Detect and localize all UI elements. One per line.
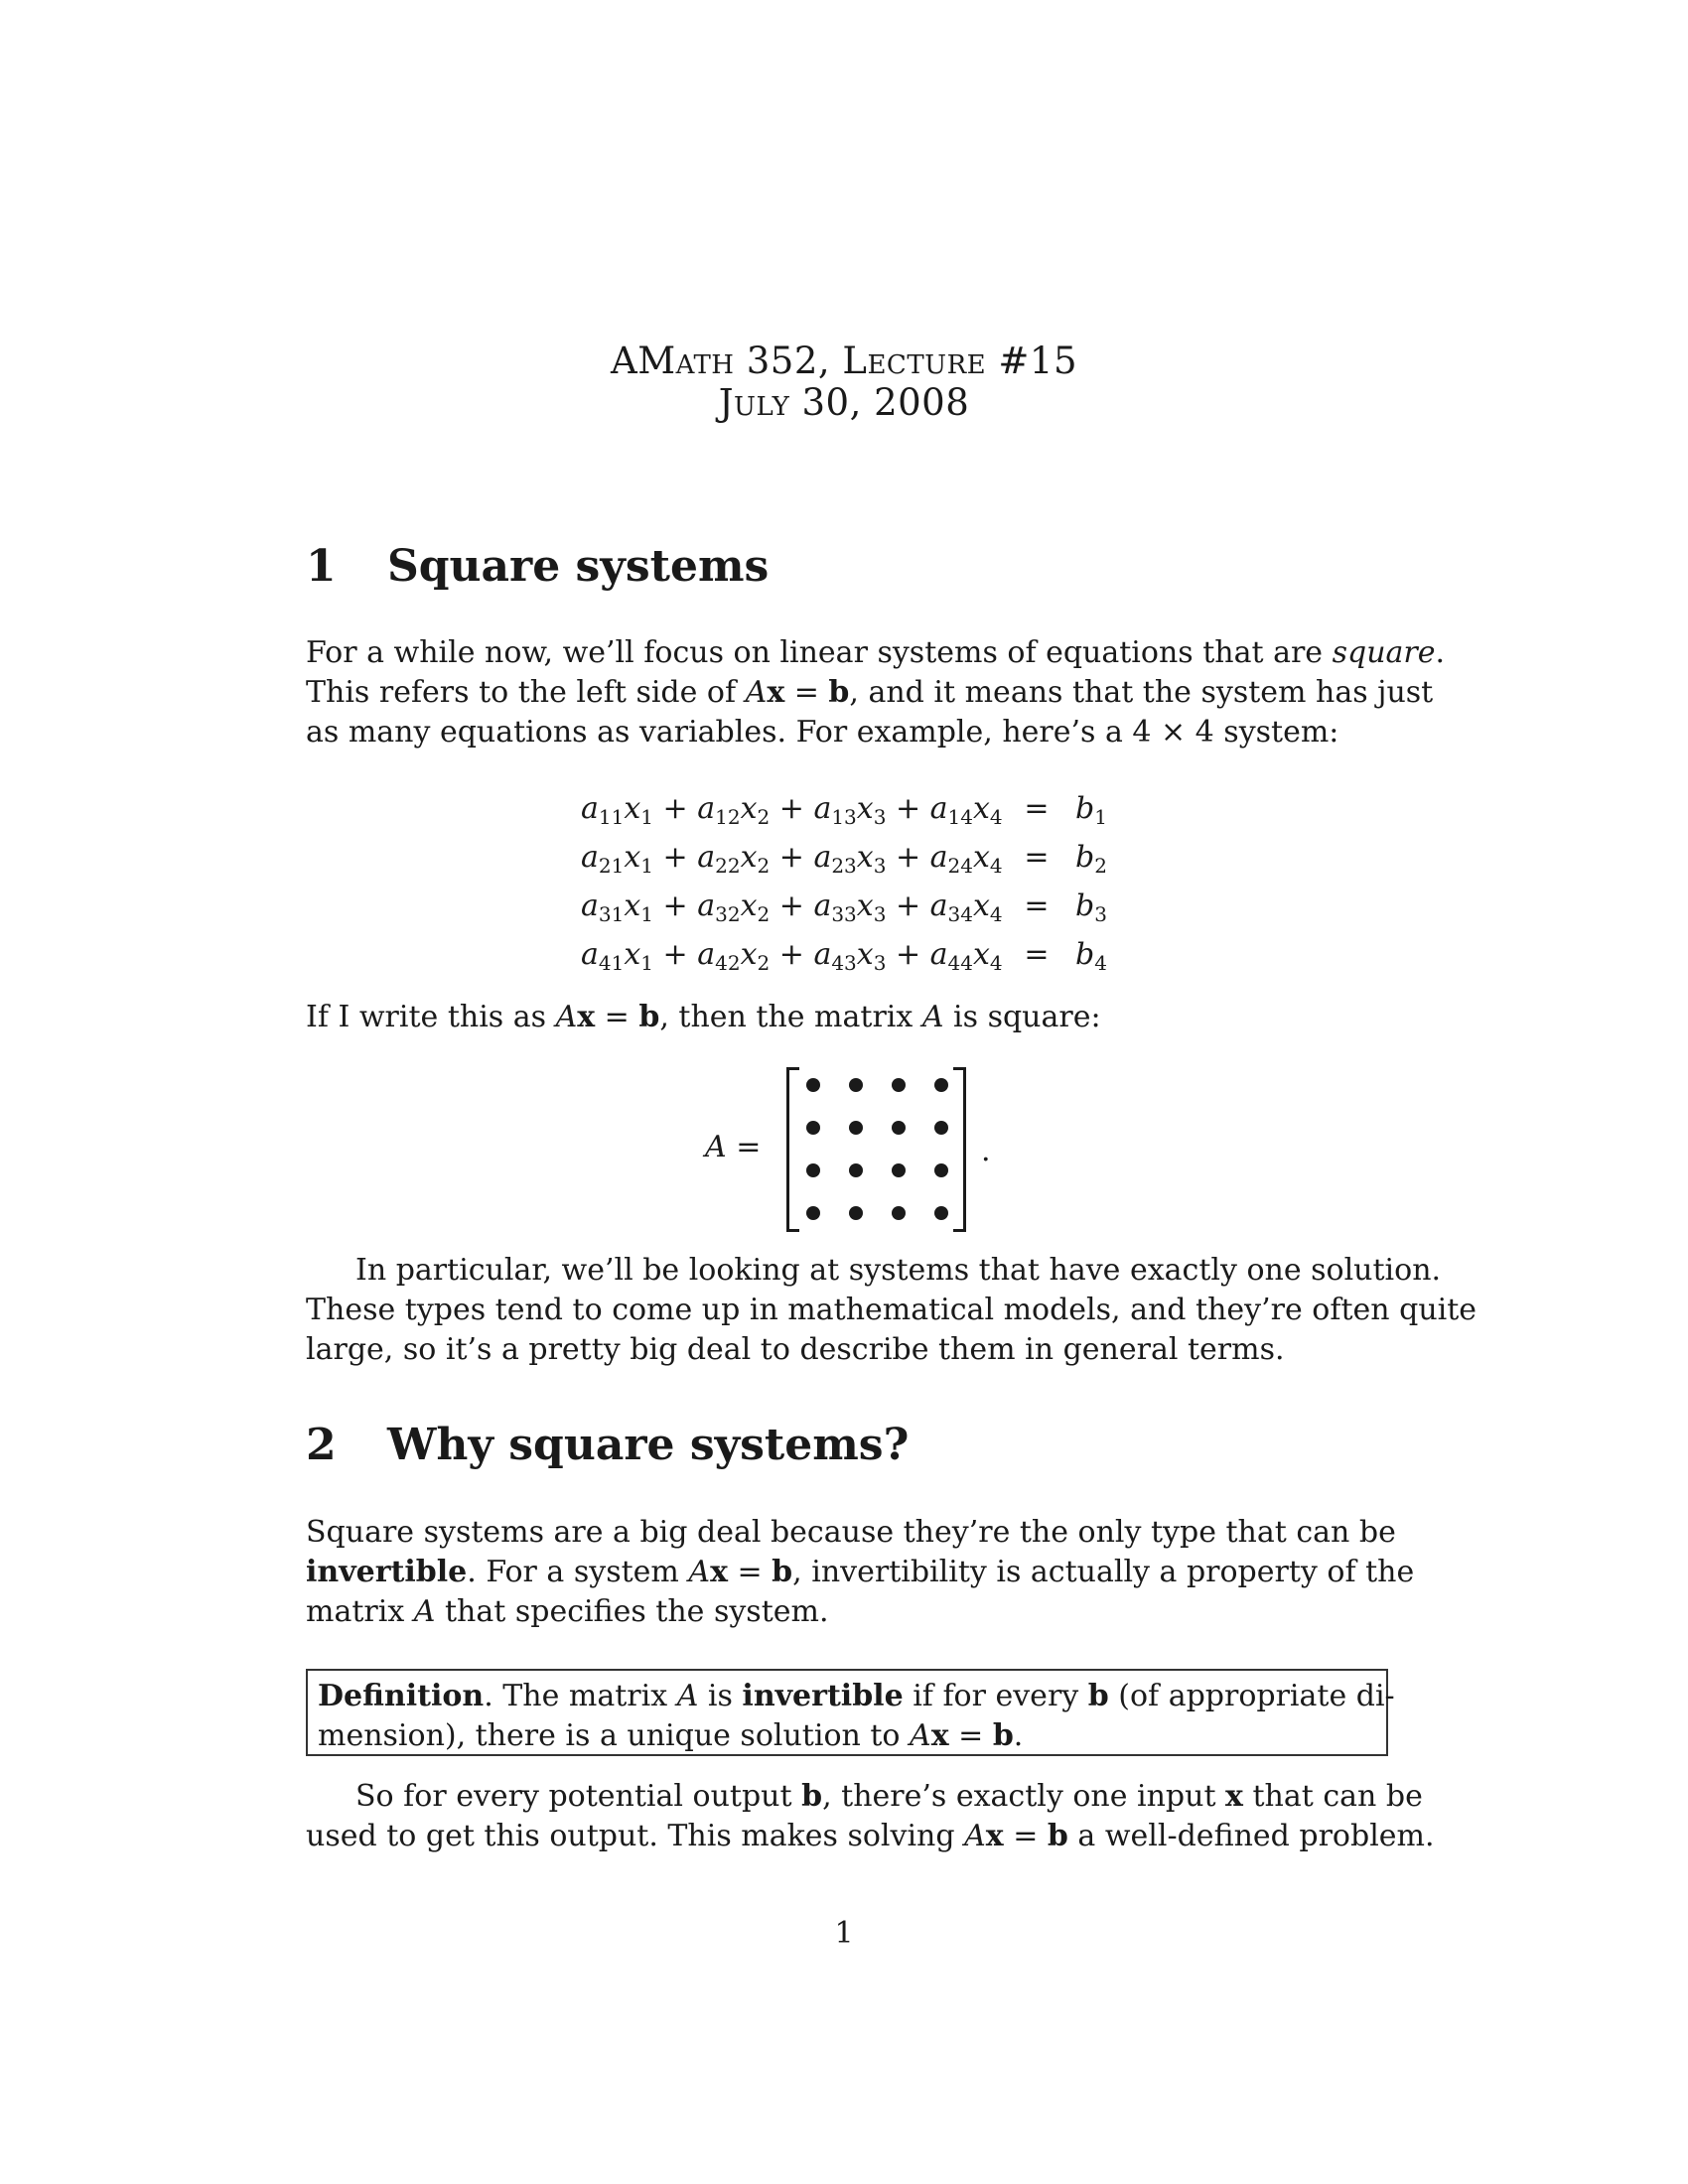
section-heading-2 — [306, 1420, 909, 1470]
right-bracket — [953, 1067, 966, 1232]
paragraph-why-square — [306, 1513, 1415, 1632]
matrix-entry-dot — [892, 1206, 906, 1220]
matrix-entry-dot — [806, 1206, 820, 1220]
equation-rhs: $b_2$ — [1075, 840, 1107, 878]
equals-sign: = — [1024, 888, 1050, 923]
left-bracket — [786, 1067, 799, 1232]
text-line: large, so it’s a pretty big deal to describe them in general terms. — [306, 1332, 1285, 1367]
equation-lhs: $a_{11}x_1 + a_{12}x_2 + a_{13}x_3 + a_{14}x_4$ — [581, 791, 1003, 829]
matrix-entry-dot — [849, 1121, 863, 1135]
equation-lhs: $a_{41}x_1 + a_{42}x_2 + a_{43}x_3 + a_{44}x_4$ — [581, 937, 1003, 975]
matrix-entry-dot — [934, 1206, 948, 1220]
matrix-entry-dot — [806, 1163, 820, 1177]
equation-row — [581, 833, 1107, 882]
matrix-period: . — [981, 1134, 991, 1168]
matrix-entry-dot — [892, 1163, 906, 1177]
equation-rhs: $b_4$ — [1075, 937, 1107, 975]
text-line: matrix A that specifies the system. — [306, 1594, 829, 1629]
text-line: If I write this as Ax = b, then the matrix A is square: — [306, 1000, 1101, 1034]
text-line: These types tend to come up in mathematical models, and they’re often quite — [306, 1293, 1477, 1327]
definition-label: Definition — [318, 1679, 485, 1713]
section-title: Square systems — [387, 541, 770, 592]
matrix-entry-dot — [849, 1206, 863, 1220]
page-number: 1 — [834, 1916, 854, 1951]
matrix-entries — [804, 1072, 953, 1221]
title-date: July 30, 2008 — [718, 381, 970, 424]
equals-sign: = — [1024, 840, 1050, 875]
text-line: invertible. For a system Ax = b, invertibility is actually a property of the — [306, 1555, 1415, 1589]
equation-lhs: $a_{21}x_1 + a_{22}x_2 + a_{23}x_3 + a_{24}x_4$ — [581, 840, 1003, 878]
text-line: This refers to the left side of Ax = b, and it means that the system has just — [306, 675, 1434, 710]
section-heading-1 — [306, 541, 769, 592]
matrix-entry-dot — [892, 1078, 906, 1092]
equation-system — [581, 784, 1107, 979]
text-line: So for every potential output b, there’s exactly one input x that can be — [355, 1779, 1423, 1814]
paragraph-intro — [306, 633, 1446, 752]
matrix-entry-dot — [849, 1078, 863, 1092]
text-line: used to get this output. This makes solving Ax = b a well-defined problem. — [306, 1819, 1435, 1853]
text-line: For a while now, we’ll focus on linear systems of equations that are square. — [306, 635, 1446, 670]
matrix-entry-dot — [849, 1163, 863, 1177]
text-line: mension), there is a unique solution to Ax = b. — [318, 1718, 1024, 1753]
definition-box — [306, 1669, 1395, 1756]
matrix-entry-dot — [806, 1078, 820, 1092]
title-block — [0, 341, 1688, 424]
title-course-lecture: AMath 352, Lecture #15 — [611, 340, 1077, 382]
text-line: Definition. The matrix A is invertible if for every b (of appropriate di- — [318, 1679, 1395, 1713]
text-line: In particular, we’ll be looking at systems that have exactly one solution. — [355, 1253, 1442, 1288]
matrix-entry-dot — [934, 1078, 948, 1092]
equation-rhs: $b_1$ — [1075, 791, 1107, 829]
section-title: Why square systems? — [387, 1420, 910, 1470]
section-number: 2 — [306, 1420, 337, 1470]
equals-sign: = — [1024, 791, 1050, 826]
matrix-entry-dot — [934, 1121, 948, 1135]
paragraph-matrix-intro — [306, 998, 1382, 1037]
paragraph-well-defined — [306, 1777, 1435, 1856]
equation-row — [581, 784, 1107, 833]
equation-row — [581, 930, 1107, 979]
equals-sign: = — [1024, 937, 1050, 972]
text-line: Square systems are a big deal because they’re the only type that can be — [306, 1515, 1396, 1550]
matrix-entry-dot — [892, 1121, 906, 1135]
matrix-entry-dot — [806, 1121, 820, 1135]
paragraph-particular — [306, 1251, 1477, 1370]
equation-row — [581, 882, 1107, 930]
equation-lhs: $a_{31}x_1 + a_{32}x_2 + a_{33}x_3 + a_{34}x_4$ — [581, 888, 1003, 926]
matrix-label: A = — [705, 1130, 762, 1164]
section-number: 1 — [306, 541, 337, 592]
equation-rhs: $b_3$ — [1075, 888, 1107, 926]
text-line: as many equations as variables. For example, here’s a 4 × 4 system: — [306, 715, 1339, 750]
matrix-entry-dot — [934, 1163, 948, 1177]
